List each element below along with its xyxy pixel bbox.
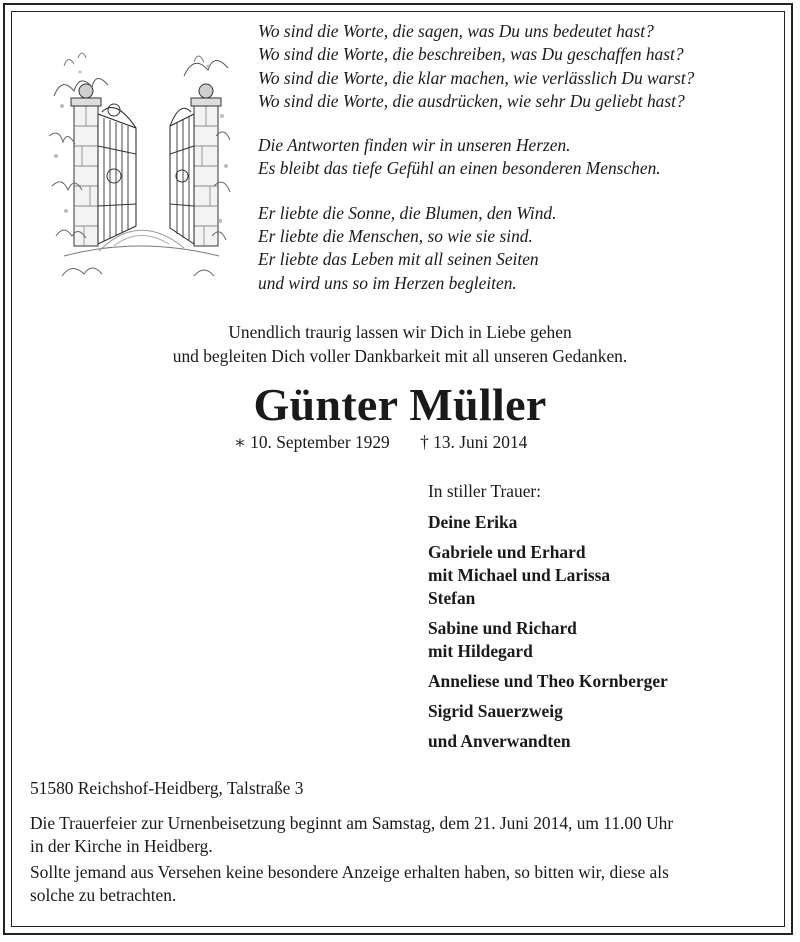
funeral-notice bbox=[30, 812, 775, 910]
poem-line: Er liebte das Leben mit all seinen Seiten bbox=[258, 249, 539, 270]
mourner-line: Gabriele und Erhard bbox=[428, 542, 586, 562]
notice-remark bbox=[30, 861, 775, 906]
poem-line: Die Antworten finden wir in unseren Herzen. bbox=[258, 135, 571, 156]
poem-line: und wird uns so im Herzen begleiten. bbox=[258, 272, 517, 293]
mourner-group bbox=[428, 700, 668, 723]
mourner-group bbox=[428, 730, 668, 753]
mourner-line: mit Hildegard bbox=[428, 641, 533, 661]
mourner-group bbox=[428, 541, 668, 610]
mourner-line: Sigrid Sauerzweig bbox=[428, 701, 563, 721]
funeral-info bbox=[30, 812, 775, 857]
mourner-line: Deine Erika bbox=[428, 512, 518, 532]
poem-line: Wo sind die Worte, die ausdrücken, wie sehr Du geliebt hast? bbox=[258, 90, 685, 111]
poem-line: Es bleibt das tiefe Gefühl an einen besonderen Menschen. bbox=[258, 158, 661, 179]
death-date: † 13. Juni 2014 bbox=[420, 432, 528, 452]
poem-line: Er liebte die Sonne, die Blumen, den Wind. bbox=[258, 202, 557, 223]
mourner-line: Sabine und Richard bbox=[428, 618, 577, 638]
birth-date: ∗ 10. September 1929 bbox=[234, 432, 390, 452]
deceased-name: Günter Müller bbox=[253, 379, 547, 430]
poem bbox=[258, 20, 778, 316]
mourners-list bbox=[428, 480, 668, 760]
address: 51580 Reichshof-Heidberg, Talstraße 3 bbox=[30, 778, 304, 798]
notice-line: Sollte jemand aus Versehen keine besondere Anzeige erhalten haben, so bitten wir, diese als bbox=[30, 862, 669, 882]
poem-stanza-1 bbox=[258, 20, 778, 113]
intro-text bbox=[0, 320, 800, 368]
mourner-group bbox=[428, 670, 668, 693]
notice-line: solche zu betrachten. bbox=[30, 884, 177, 905]
poem-line: Wo sind die Worte, die klar machen, wie verlässlich Du warst? bbox=[258, 67, 695, 88]
mourner-line: Anneliese und Theo Kornberger bbox=[428, 671, 668, 691]
intro-line: Unendlich traurig lassen wir Dich in Liebe gehen bbox=[228, 322, 572, 342]
poem-line: Wo sind die Worte, die beschreiben, was Du geschaffen hast? bbox=[258, 44, 684, 65]
mourners-lead: In stiller Trauer: bbox=[428, 481, 542, 501]
mourner-line: und Anverwandten bbox=[428, 731, 571, 751]
poem-stanza-2 bbox=[258, 134, 778, 181]
mourner-line: Stefan bbox=[428, 588, 476, 608]
poem-line: Er liebte die Menschen, so wie sie sind. bbox=[258, 226, 533, 247]
mourner-group bbox=[428, 617, 668, 663]
intro-line: und begleiten Dich voller Dankbarkeit mit all unseren Gedanken. bbox=[172, 346, 628, 366]
mourner-line: mit Michael und Larissa bbox=[428, 565, 611, 585]
poem-stanza-3 bbox=[258, 202, 778, 295]
poem-line: Wo sind die Worte, die sagen, was Du uns bedeutet hast? bbox=[258, 21, 654, 41]
mourner-group bbox=[428, 511, 668, 534]
garden-gate-illustration bbox=[44, 36, 234, 286]
notice-line: Die Trauerfeier zur Urnenbeisetzung beginnt am Samstag, dem 21. Juni 2014, um 11.00 Uhr bbox=[30, 813, 674, 833]
notice-line: in der Kirche in Heidberg. bbox=[30, 835, 213, 856]
life-dates bbox=[234, 432, 527, 453]
